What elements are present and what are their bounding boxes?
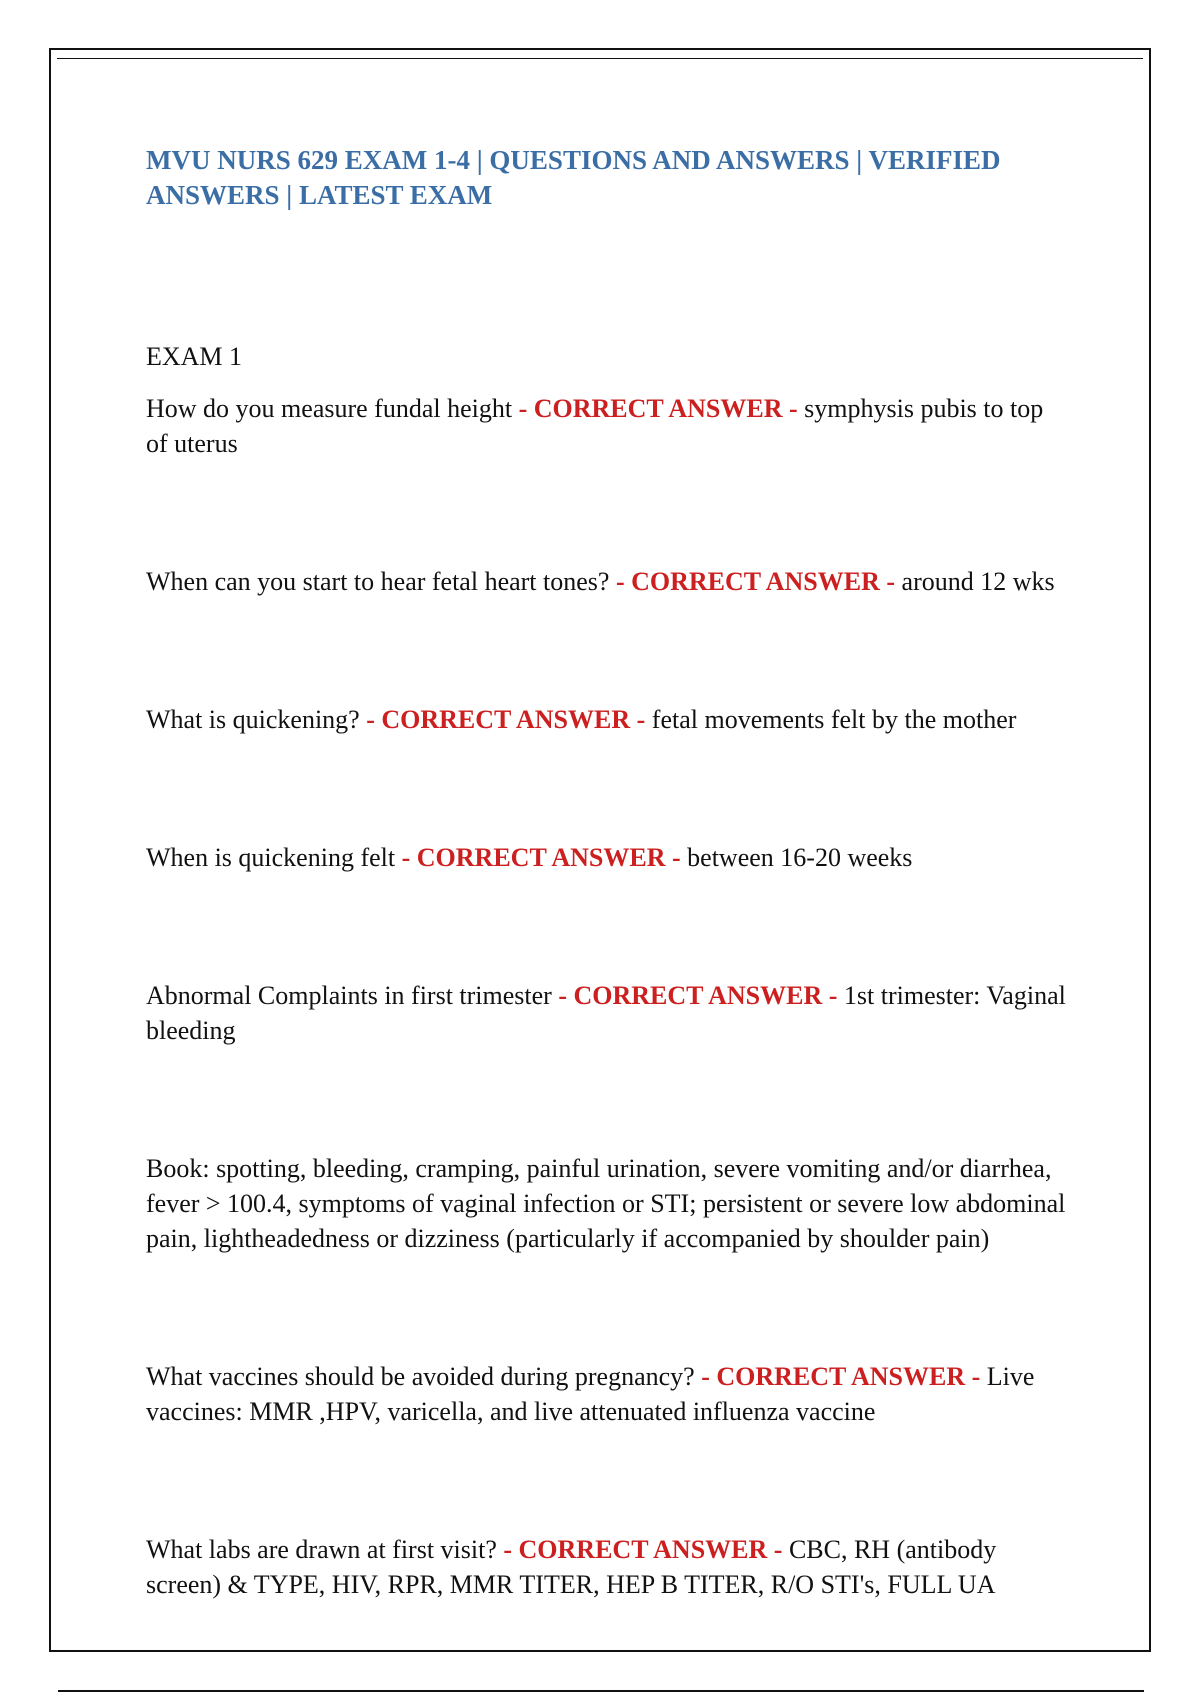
next-page-rule bbox=[58, 1690, 1144, 1692]
answer-text: around 12 wks bbox=[901, 567, 1055, 596]
answer-text: Live vaccines: MMR ,HPV, varicella, and live attenuated influenza vaccine bbox=[146, 1362, 1035, 1426]
answer-text: CBC, RH (antibody screen) & TYPE, HIV, RPR, MMR TITER, HEP B TITER, R/O STI's, FULL UA bbox=[146, 1535, 997, 1599]
question-text: Abnormal Complaints in first trimester bbox=[146, 981, 552, 1010]
correct-answer-marker: - CORRECT ANSWER - bbox=[518, 394, 798, 423]
question-text: When can you start to hear fetal heart tones? bbox=[146, 567, 610, 596]
qa-item-4 bbox=[146, 840, 1066, 875]
question-text: What labs are drawn at first visit? bbox=[146, 1535, 497, 1564]
document-title: MVU NURS 629 EXAM 1-4 | QUESTIONS AND ANSWERS | VERIFIED ANSWERS | LATEST EXAM bbox=[146, 145, 1001, 210]
qa-item-5 bbox=[146, 978, 1066, 1048]
qa-item-7 bbox=[146, 1532, 1066, 1602]
qa-item-2 bbox=[146, 564, 1066, 599]
answer-text: symphysis pubis to top of uterus bbox=[146, 394, 1044, 458]
book-note: Book: spotting, bleeding, cramping, painful urination, severe vomiting and/or diarrhea, fever > 100.4, symptoms of vaginal infection or STI; persistent or severe low abdominal pain, lightheadedness or dizziness (particularly if accompanied by shoulder pain) bbox=[146, 1154, 1066, 1253]
page-top-rule bbox=[57, 58, 1143, 59]
correct-answer-marker: - CORRECT ANSWER - bbox=[366, 705, 646, 734]
question-text: What is quickening? bbox=[146, 705, 360, 734]
question-text: When is quickening felt bbox=[146, 843, 396, 872]
section-heading: EXAM 1 bbox=[146, 342, 243, 371]
answer-text: fetal movements felt by the mother bbox=[651, 705, 1017, 734]
question-text: What vaccines should be avoided during pregnancy? bbox=[146, 1362, 695, 1391]
answer-text: between 16-20 weeks bbox=[687, 843, 913, 872]
correct-answer-marker: - CORRECT ANSWER - bbox=[558, 981, 838, 1010]
document-body bbox=[146, 143, 1066, 1602]
correct-answer-marker: - CORRECT ANSWER - bbox=[701, 1362, 981, 1391]
question-text: How do you measure fundal height bbox=[146, 394, 513, 423]
qa-item-3 bbox=[146, 702, 1066, 737]
qa-item-1 bbox=[146, 391, 1066, 461]
correct-answer-marker: - CORRECT ANSWER - bbox=[615, 567, 896, 596]
correct-answer-marker: - CORRECT ANSWER - bbox=[503, 1535, 783, 1564]
answer-text: 1st trimester: Vaginal bleeding bbox=[146, 981, 1066, 1045]
correct-answer-marker: - CORRECT ANSWER - bbox=[401, 843, 681, 872]
qa-item-6 bbox=[146, 1359, 1066, 1429]
